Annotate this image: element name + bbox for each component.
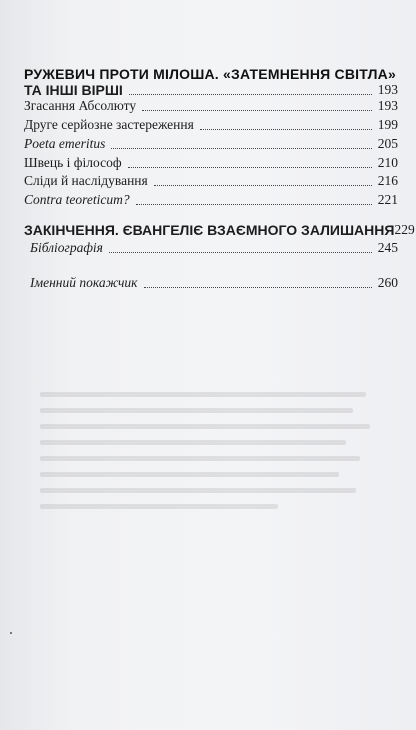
entry-label: Contra teoreticum? (24, 192, 130, 207)
chapter-title-line2: ТА ІНШІ ВІРШІ (24, 82, 123, 98)
page-number: 229 (394, 222, 415, 237)
page-number: 245 (377, 240, 398, 255)
entry-label: Згасання Абсолюту (24, 98, 137, 113)
page-number: 216 (377, 173, 398, 188)
entry-label: Іменний покажчик (30, 275, 138, 290)
toc-entry (24, 115, 398, 133)
toc-entry (24, 134, 398, 152)
page-number: 193 (377, 82, 398, 97)
entry-label: Друге серйозне застереження (24, 117, 194, 132)
chapter-title-line1: РУЖЕВИЧ ПРОТИ МІЛОША. «ЗАТЕМНЕННЯ СВІТЛА» (24, 66, 396, 82)
toc-entry (24, 96, 398, 114)
bibliography-entry (30, 238, 398, 256)
dot-leader (129, 94, 372, 95)
dot-leader (144, 287, 372, 288)
entry-label: Poeta emeritus (24, 136, 106, 151)
page-number: 260 (377, 275, 398, 290)
toc-entry (24, 190, 398, 208)
dot-leader (136, 204, 372, 205)
toc-entry (24, 171, 398, 189)
page-number: 199 (377, 117, 398, 132)
index-entry (30, 273, 398, 291)
conclusion-entry (24, 220, 415, 238)
toc-entry (24, 153, 398, 171)
dot-leader (128, 167, 372, 168)
dot-leader (109, 252, 372, 253)
dot-leader (200, 129, 372, 130)
page-number: 221 (377, 192, 398, 207)
entry-label: Сліди й наслідування (24, 173, 148, 188)
dot-leader (154, 185, 372, 186)
page-number: 210 (377, 155, 398, 170)
ink-speck (10, 632, 12, 634)
dot-leader (111, 148, 371, 149)
conclusion-title: ЗАКІНЧЕННЯ. ЄВАНГЕЛІЄ ВЗАЄМНОГО ЗАЛИШАННЯ (24, 222, 395, 238)
dot-leader (142, 110, 372, 111)
page-number: 193 (377, 98, 398, 113)
entry-label: Бібліографія (30, 240, 103, 255)
page-number: 205 (377, 136, 398, 151)
entry-label: Швець і філософ (24, 155, 122, 170)
